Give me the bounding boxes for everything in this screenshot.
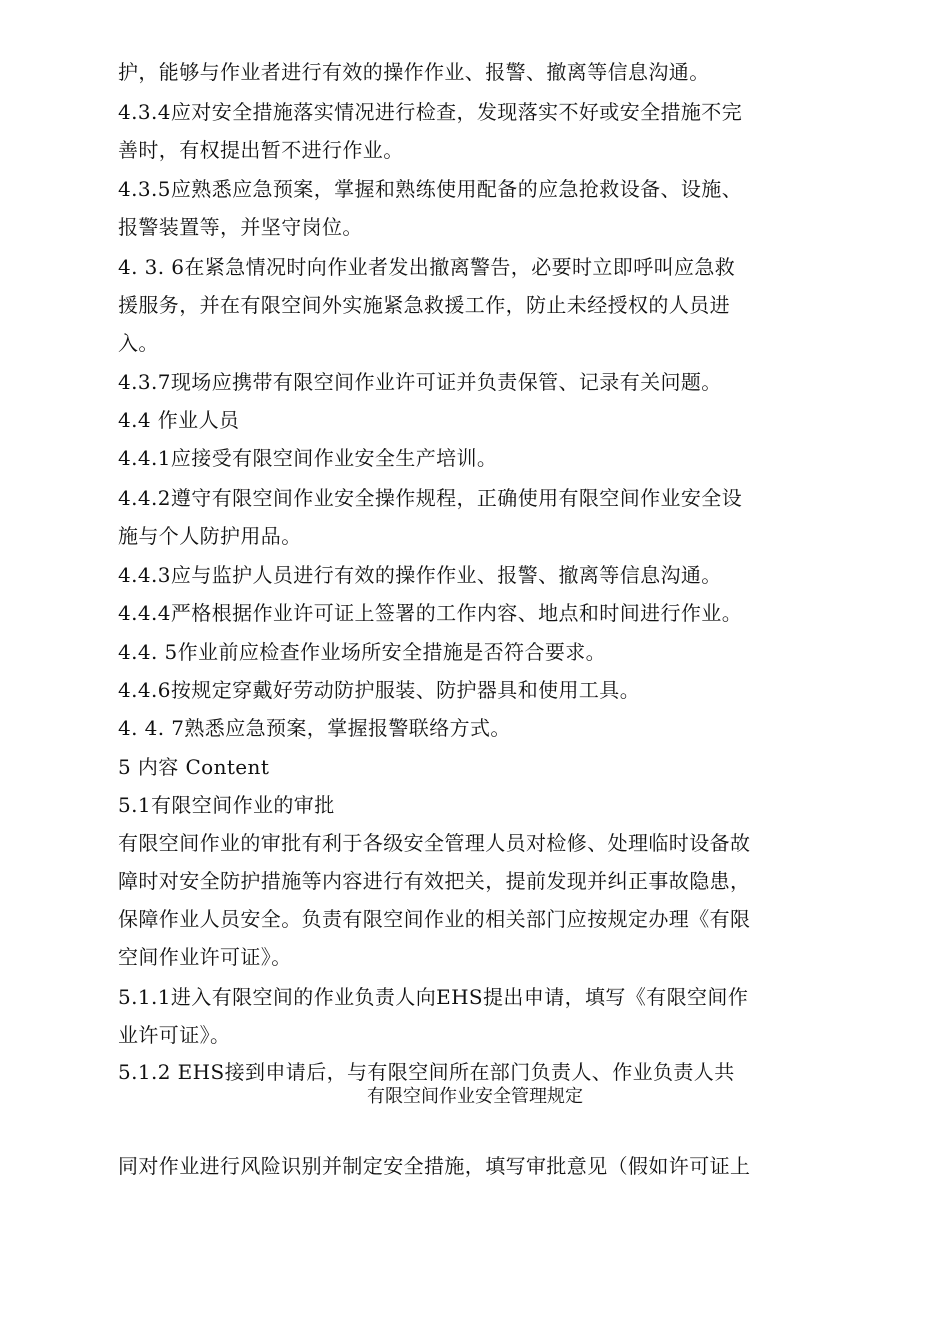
text-line: 4.4.4严格根据作业许可证上签署的工作内容、地点和时间进行作业。 xyxy=(118,601,743,625)
text-line: 空间作业许可证》。 xyxy=(118,945,292,969)
text-line: 5.1.1进入有限空间的作业负责人向EHS提出申请，填写《有限空间作 xyxy=(118,985,749,1009)
text-line: 4. 3. 6在紧急情况时向作业者发出撤离警告，必要时立即呼叫应急救 xyxy=(118,255,736,279)
text-line: 同对作业进行风险识别并制定安全措施，填写审批意见（假如许可证上 xyxy=(118,1154,751,1178)
text-line: 保障作业人员安全。负责有限空间作业的相关部门应按规定办理《有限 xyxy=(118,907,751,931)
text-line: 4.3.7现场应携带有限空间作业许可证并负责保管、记录有关问题。 xyxy=(118,370,722,394)
text-line: 5.1.2 EHS接到申请后，与有限空间所在部门负责人、作业负责人共 xyxy=(118,1060,735,1084)
text-line: 护，能够与作业者进行有效的操作作业、报警、撤离等信息沟通。 xyxy=(118,60,710,84)
text-line: 4. 4. 7熟悉应急预案，掌握报警联络方式。 xyxy=(118,716,511,740)
section-heading: 4.4 作业人员 xyxy=(118,408,240,432)
text-line: 善时，有权提出暂不进行作业。 xyxy=(118,138,404,162)
text-line: 障时对安全防护措施等内容进行有效把关，提前发现并纠正事故隐患， xyxy=(118,869,751,893)
text-line: 入。 xyxy=(118,331,159,355)
text-line: 4.4.1应接受有限空间作业安全生产培训。 xyxy=(118,446,498,470)
text-line: 4.4.3应与监护人员进行有效的操作作业、报警、撤离等信息沟通。 xyxy=(118,563,722,587)
subsection-heading: 5.1有限空间作业的审批 xyxy=(118,793,335,817)
section-heading: 5 内容 Content xyxy=(118,755,270,779)
text-line: 4.4.2遵守有限空间作业安全操作规程，正确使用有限空间作业安全设 xyxy=(118,486,743,510)
text-line: 业许可证》。 xyxy=(118,1023,231,1047)
text-line: 报警装置等，并坚守岗位。 xyxy=(118,215,363,239)
text-line: 4.4. 5作业前应检查作业场所安全措施是否符合要求。 xyxy=(118,640,607,664)
text-line: 4.3.5应熟悉应急预案，掌握和熟练使用配备的应急抢救设备、设施、 xyxy=(118,177,743,201)
text-line: 施与个人防护用品。 xyxy=(118,524,302,548)
text-line: 4.4.6按规定穿戴好劳动防护服装、防护器具和使用工具。 xyxy=(118,678,641,702)
text-line: 援服务，并在有限空间外实施紧急救援工作，防止未经授权的人员进 xyxy=(118,293,730,317)
text-line: 有限空间作业的审批有利于各级安全管理人员对检修、处理临时设备故 xyxy=(118,831,751,855)
footer-document-title: 有限空间作业安全管理规定 xyxy=(367,1086,583,1107)
text-line: 4.3.4应对安全措施落实情况进行检查，发现落实不好或安全措施不完 xyxy=(118,100,743,124)
